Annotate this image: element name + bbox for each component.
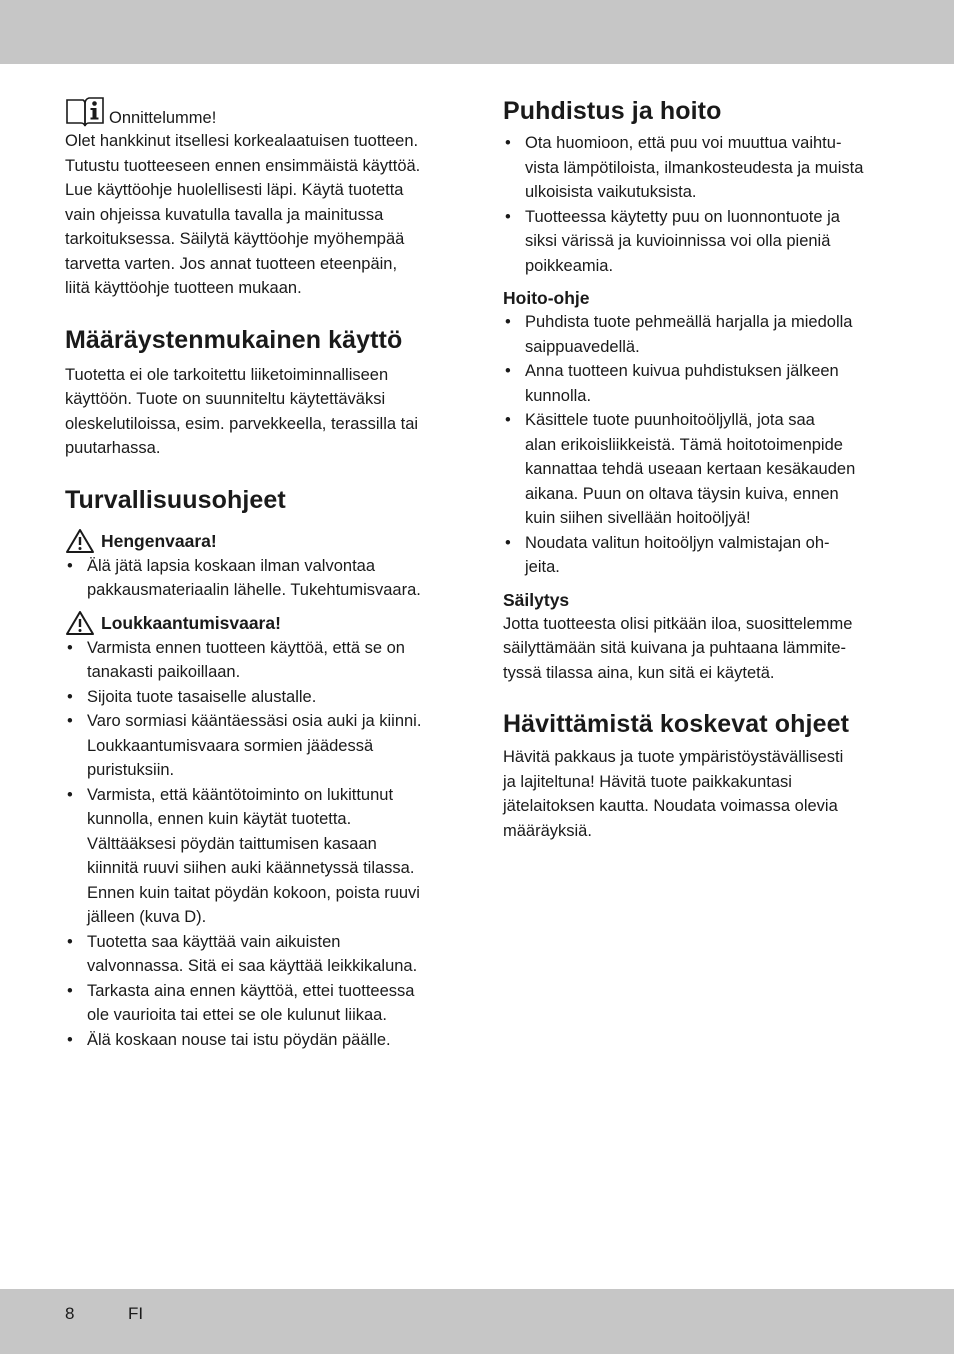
list-item-line: kannattaa tehdä useaan kertaan kesäkauden [525, 460, 856, 478]
list-item-line: kunnolla. [525, 386, 592, 405]
list-item-line: Loukkaantumisvaara sormien jäädessä [87, 736, 374, 755]
intro-line: liitä käyttöohje tuotteen mukaan. [65, 279, 302, 297]
list-item-line: vista lämpötiloista, ilmankosteudesta ja muista [525, 158, 864, 177]
care-title: Puhdistus ja hoito [503, 97, 722, 125]
storage-paragraph [503, 612, 898, 686]
list-item-line: • Käsittele tuote puunhoitoöljyllä, jota saa [525, 411, 815, 429]
list-item [65, 979, 450, 1028]
disposal-paragraph [503, 745, 898, 843]
list-item-line: Välttääksesi pöydän taittumisen kasaan [87, 834, 377, 853]
danger-list [65, 554, 450, 603]
list-item [65, 930, 450, 979]
warning-triangle-icon [65, 610, 95, 636]
intro-line: tarvetta varten. Jos annat tuotteen eteenpäin, [65, 254, 398, 273]
header-band [0, 0, 954, 64]
intro-heading [65, 96, 450, 128]
list-item-line: kunnolla, ennen kuin käytät tuotetta. [87, 810, 352, 828]
page-number: 8 [65, 1304, 75, 1323]
list-item-line: • Anna tuotteen kuivua puhdistuksen jälkeen [525, 362, 839, 380]
intro-line: tarkoituksessa. Säilytä käyttöohje myöhempää [65, 230, 405, 248]
list-item [65, 636, 450, 685]
danger-label: Hengenvaara! [101, 530, 217, 551]
list-item-line: kuin siihen sivellään hoitoöljyä! [525, 509, 751, 527]
list-item [65, 709, 450, 783]
list-item-line: jeita. [525, 558, 560, 576]
right-column [503, 96, 898, 843]
intro-line: Tutustu tuotteeseen ennen ensimmäistä käyttöä. [65, 156, 421, 175]
list-item-line: alan erikoisliikkeistä. Tämä hoitotoimenpide [525, 435, 843, 454]
list-item-line: aikana. Puun on oltava täysin kuiva, ennen [525, 484, 839, 503]
list-item [503, 408, 898, 531]
intended-use-line: Tuotetta ei ole tarkoitettu liiketoiminnalliseen [65, 365, 389, 384]
safety-title: Turvallisuusohjeet [65, 485, 286, 514]
list-item-line: ole vaurioita tai ettei se ole kulunut liikaa. [87, 1006, 387, 1024]
list-item-line: siksi värissä ja kuvioinnissa voi olla pieniä [525, 232, 831, 250]
list-item [503, 359, 898, 408]
list-item-line: tanakasti paikoillaan. [87, 663, 241, 681]
list-item [503, 531, 898, 580]
list-item [503, 205, 898, 279]
storage-line: tyssä tilassa aina, kun sitä ei käytetä. [503, 663, 775, 682]
language-code: FI [128, 1304, 144, 1323]
care-instructions-list [503, 310, 898, 580]
list-item-line: pakkausmateriaalin lähelle. Tukehtumisvaara. [87, 581, 421, 599]
list-item [503, 131, 898, 205]
care-list [503, 131, 898, 278]
intro-line: Olet hankkinut itsellesi korkealaatuisen tuotteen. [65, 132, 419, 150]
danger-heading [65, 528, 450, 554]
list-item-line: kiinnitä ruuvi siihen auki käännetyssä tilassa. [87, 859, 415, 877]
list-item-line: • Tarkasta aina ennen käyttöä, ettei tuotteessa [87, 981, 415, 1000]
list-item [65, 554, 450, 603]
list-item-line: • Varmista ennen tuotteen käyttöä, että se on [87, 638, 405, 657]
injury-heading [65, 610, 450, 636]
info-book-icon [65, 96, 105, 128]
intro-line: vain ohjeissa kuvatulla tavalla ja mainitussa [65, 205, 384, 224]
list-item [65, 685, 450, 710]
storage-line: säilyttämään sitä kuivana ja puhtaana lämmite- [503, 639, 847, 657]
list-item-line: • Älä jätä lapsia koskaan ilman valvontaa [87, 556, 376, 575]
list-item-line: valvonnassa. Sitä ei saa käyttää leikkikaluna. [87, 957, 418, 975]
list-item-line: puristuksiin. [87, 761, 175, 779]
list-item-line: • Ota huomioon, että puu voi muuttua vaihtu- [525, 134, 842, 152]
list-item-line: • Varo sormiasi kääntäessäsi osia auki ja kiinni. [87, 712, 422, 730]
list-item-line: • Puhdista tuote pehmeällä harjalla ja miedolla [525, 313, 853, 331]
list-item-line: • Noudata valitun hoitoöljyn valmistajan oh- [525, 533, 830, 552]
list-item-line: poikkeamia. [525, 256, 614, 275]
storage-line: Jotta tuotteesta olisi pitkään iloa, suosittelemme [503, 614, 853, 633]
storage-title: Säilytys [503, 589, 570, 610]
disposal-title: Hävittämistä koskevat ohjeet [503, 710, 850, 738]
list-item [503, 310, 898, 359]
congrats-text: Onnittelumme! [109, 109, 217, 127]
intended-use-paragraph [65, 363, 450, 461]
list-item-line: • Varmista, että kääntötoiminto on lukittunut [87, 785, 394, 804]
intro-line: Lue käyttöohje huolellisesti läpi. Käytä tuotetta [65, 181, 404, 199]
disposal-line: jätelaitoksen kautta. Noudata voimassa olevia [503, 797, 838, 815]
disposal-line: Hävitä pakkaus ja tuote ympäristöystävällisesti [503, 748, 844, 766]
disposal-line: määräyksiä. [503, 821, 592, 840]
list-item-line: jälleen (kuva D). [87, 908, 207, 926]
list-item [65, 1028, 450, 1053]
intended-use-line: puutarhassa. [65, 439, 161, 457]
injury-list [65, 636, 450, 1053]
intended-use-title: Määräystenmukainen käyttö [65, 325, 403, 354]
intro-paragraph [65, 129, 450, 301]
warning-triangle-icon [65, 528, 95, 554]
list-item [65, 783, 450, 930]
list-item-line: • Sijoita tuote tasaiselle alustalle. [87, 687, 317, 706]
list-item-line: • Tuotetta saa käyttää vain aikuisten [87, 932, 341, 951]
list-item-line: saippuavedellä. [525, 337, 640, 356]
list-item-line: ulkoisista vaikutuksista. [525, 183, 697, 201]
left-column [65, 96, 450, 1052]
list-item-line: Ennen kuin taitat pöydän kokoon, poista ruuvi [87, 883, 420, 902]
care-instructions-title: Hoito-ohje [503, 288, 590, 308]
disposal-line: ja lajiteltuna! Hävitä tuote paikkakuntasi [503, 772, 792, 791]
intended-use-line: oleskelutiloissa, esim. parvekkeella, terassilla tai [65, 414, 419, 433]
list-item-line: • Tuotteessa käytetty puu on luonnontuote ja [525, 207, 840, 226]
list-item-line: • Älä koskaan nouse tai istu pöydän päälle. [87, 1030, 391, 1049]
injury-label: Loukkaantumisvaara! [101, 612, 281, 633]
intended-use-line: käyttöön. Tuote on suunniteltu käytettäväksi [65, 390, 386, 408]
